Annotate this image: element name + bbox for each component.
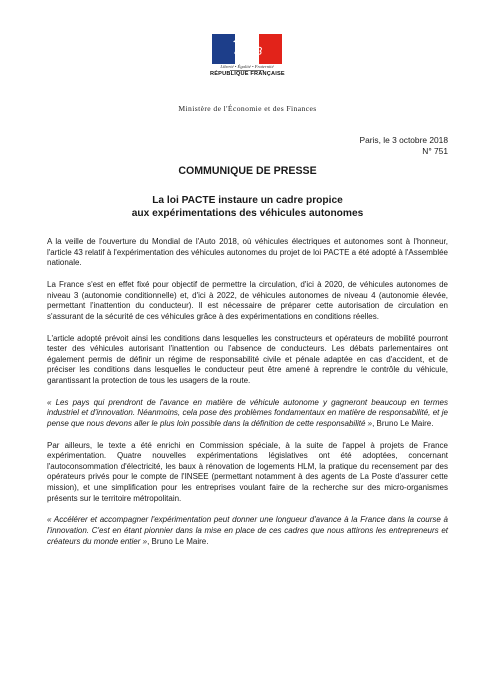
marianne-logo [210,34,284,84]
ministry-name: Ministère de l'Économie et des Finances [178,104,317,113]
quote-author: , Bruno Le Maire. [147,536,209,546]
quote-paragraph [47,515,448,547]
paragraph: La France s'est en effet fixé pour objectif de permettre la circulation, d'ici à 2020, de véhicules autonomes de niveau 3 (autonomie conditionnelle) et, d'ici à 2022, de véhicules autonomes de niveau 4 (autonomie élevée, permettant l'inattention du conducteur). Il est nécessaire de préparer cette autorisation de circulation en s'assurant de la sécurité de ces véhicules grâce à des expérimentations en conditions réelles. [47,279,448,321]
quote-author: , Bruno Le Maire. [372,418,434,428]
title-line-2: aux expérimentations des véhicules autonomes [131,208,364,219]
logo-motto: Liberté • Égalité • Fraternité [220,64,274,69]
marianne-flag-icon [212,34,282,64]
logo-republic-label: RÉPUBLIQUE FRANÇAISE [210,71,285,77]
release-number: N° 751 [422,146,448,156]
quote-text: « Accélérer et accompagner l'expérimentation peut donner une longueur d'avance à la France dans la course à l'innovation. C'est en étant pionnier dans la mise en place de ces cadres que nous attirons les entrepreneurs et créateurs du monde entier » [47,515,448,546]
paragraph: Par ailleurs, le texte a été enrichi en Commission spéciale, à la suite de l'appel à projets de France expérimentation. Quatre nouvelles expérimentations législatives ont été adoptées, concernant l'autoconsommation d'électricité, les baux à rénovation de logements HLM, la pratique du recensement par des opérateurs privés pour le compte de l'INSEE (permettant notamment à des agents de La Poste d'assurer cette mission), et une simplification pour les entreprises voulant faire de la recherche sur des micro-organismes présents sur le territoire métropolitain. [47,440,448,503]
paragraph: A la veille de l'ouverture du Mondial de l'Auto 2018, où véhicules électriques et autonomes sont à l'honneur, l'article 43 relatif à l'expérimentation des véhicules autonomes du projet de loi PACTE a été adopté à l'Assemblée nationale. [47,237,448,268]
title-line-1: La loi PACTE instaure un cadre propice [152,195,343,206]
release-title [60,194,435,220]
quote-paragraph [47,398,448,430]
quote-text: « Les pays qui prendront de l'avance en matière de véhicule autonome y gagneront beaucoup en termes industriel et d'innovation. Néanmoins, cela pose des problèmes fondamentaux en matière de responsabilité, et je pense que nous devons aller le plus loin possible dans la définition de cette responsabilité » [47,397,448,428]
release-body [47,237,448,558]
paragraph: L'article adopté prévoit ainsi les conditions dans lesquelles les constructeurs et opérateurs de mobilité pourront tester des véhicules autorisant l'inattention ou l'absence de conducteurs. Les débats parlementaires ont également permis de définir un régime de responsabilité civile et pénale adaptée en cas d'accident, et de préciser les conditions dans lesquelles le conducteur peut être amené à reprendre le contrôle du véhicule, garantissant la protection de tous les usagers de la route. [47,333,448,385]
release-meta [360,135,448,157]
document-heading: COMMUNIQUE DE PRESSE [178,165,317,177]
place-date: Paris, le 3 octobre 2018 [359,135,448,145]
